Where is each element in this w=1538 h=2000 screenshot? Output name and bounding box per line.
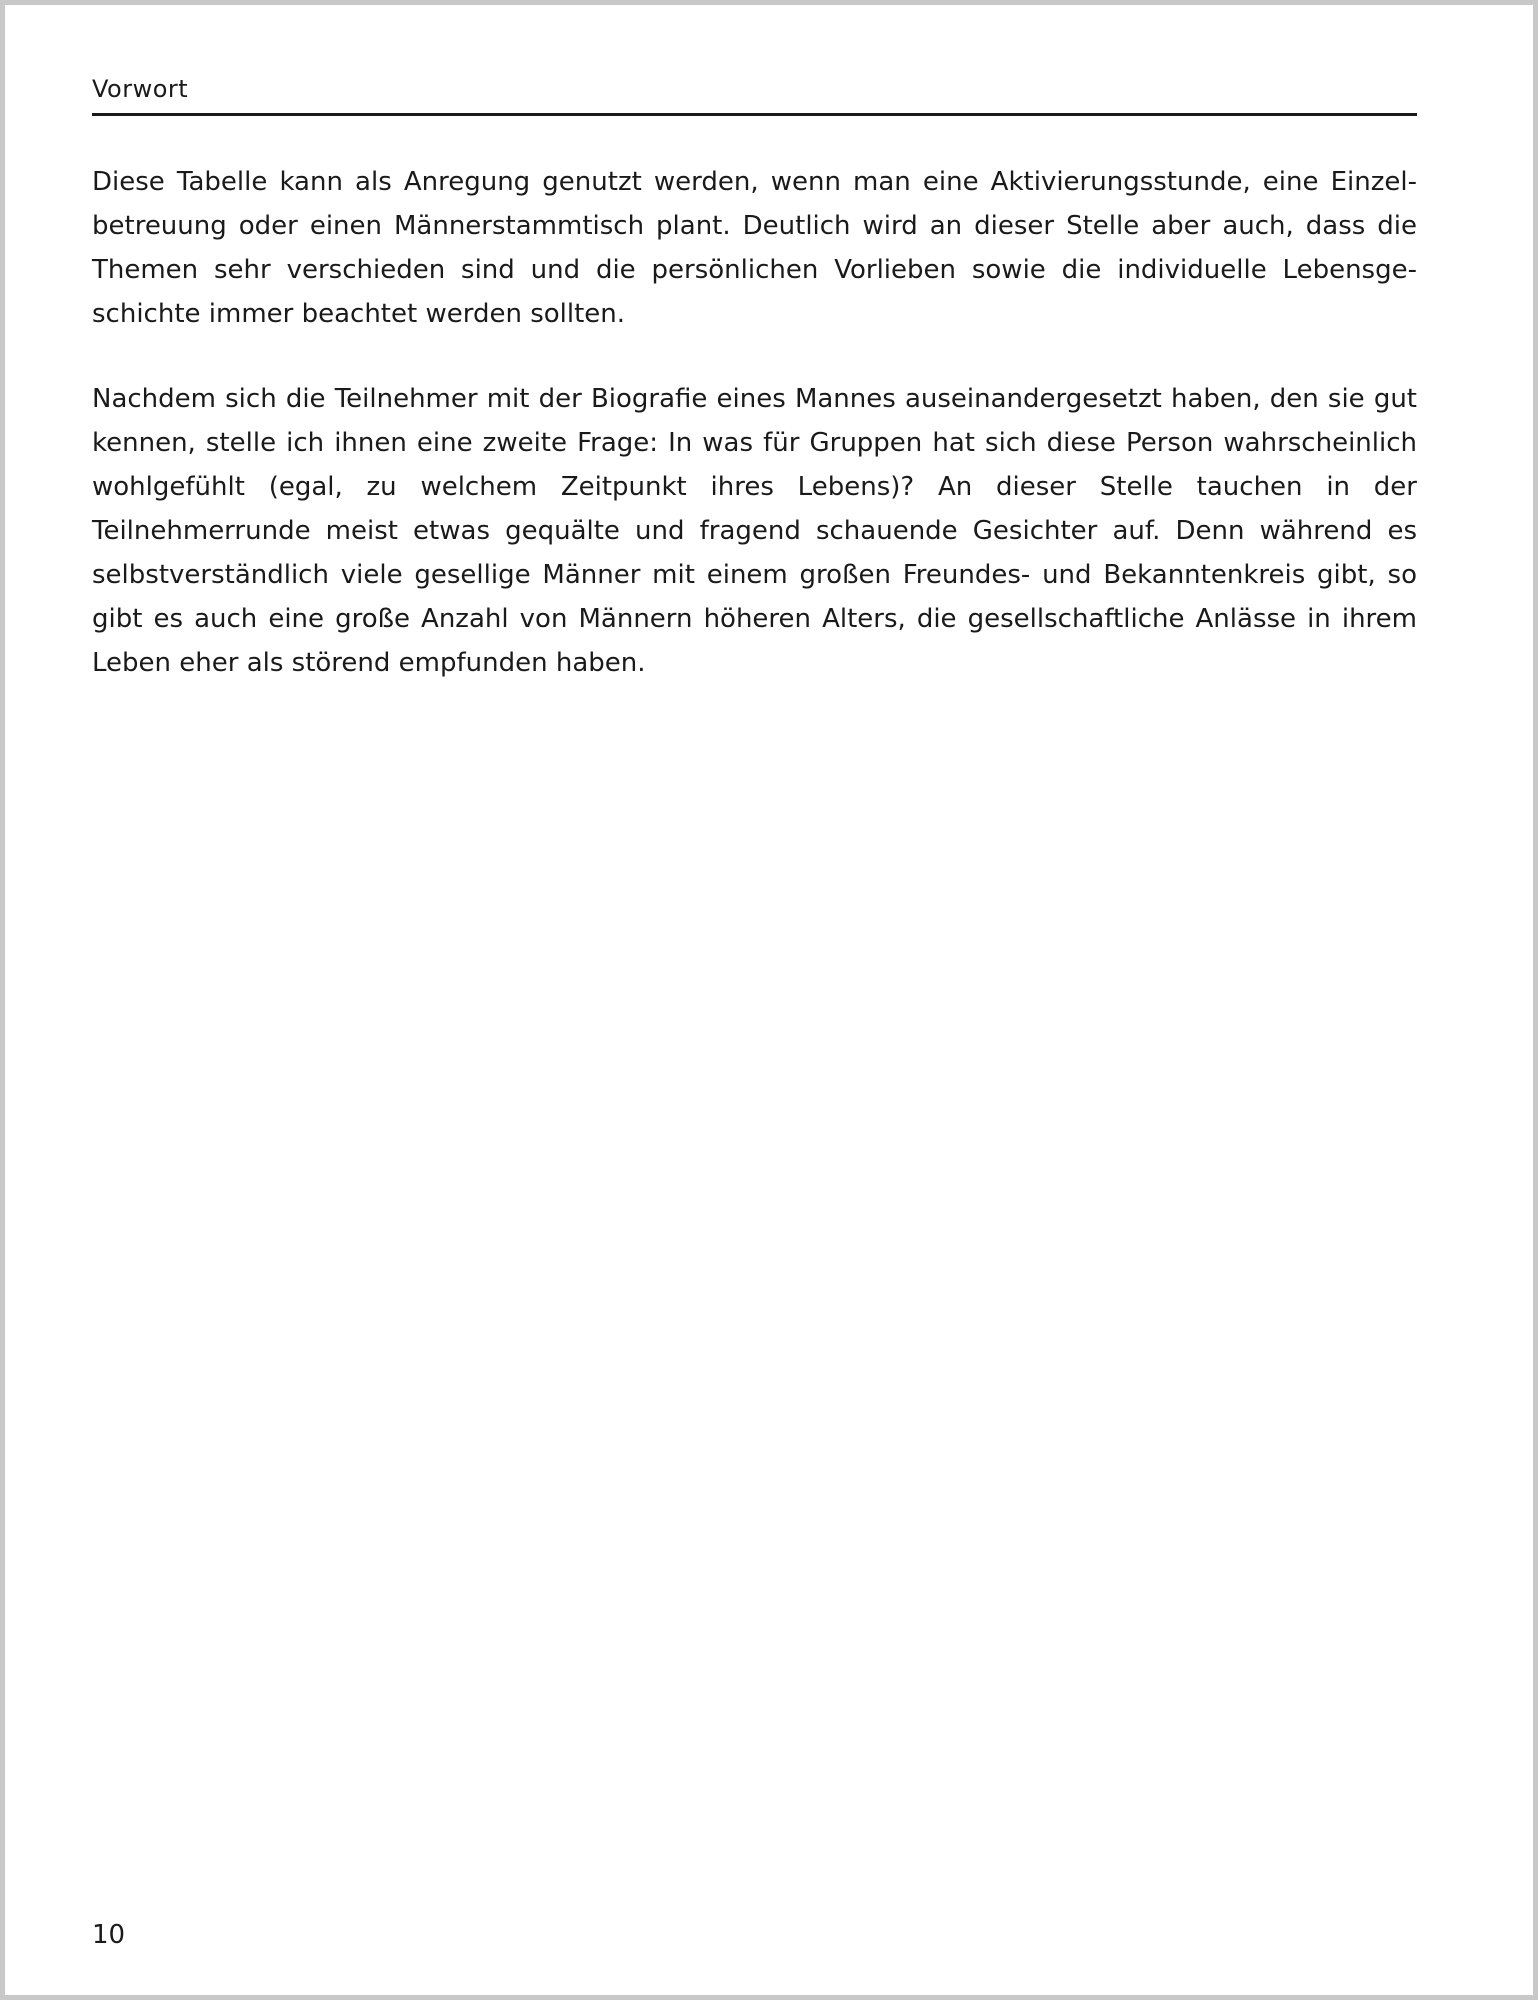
page-number: 10 bbox=[92, 1920, 126, 1950]
body-text bbox=[92, 160, 1417, 726]
paragraph-1: Diese Tabelle kann als Anregung genutzt werden, wenn man eine Aktivierungsstunde, eine Einzelbetreuung oder einen Männerstammtisch plant. Deutlich wird an dieser Stelle aber auch, dass die Themen sehr verschieden sind und die persönlichen Vorlieben sowie die individuelle Lebensgeschichte immer beachtet werden sollten. bbox=[92, 167, 1417, 329]
section-title: Vorwort bbox=[92, 75, 189, 103]
running-header bbox=[92, 72, 1417, 116]
paragraph-2: Nachdem sich die Teilnehmer mit der Biografie eines Mannes auseinandergesetzt haben, den sie gut kennen, stelle ich ihnen eine zweite Frage: In was für Gruppen hat sich diese Person wahrscheinlich wohlgefühlt (egal, zu welchem Zeitpunkt ihres Lebens)? An dieser Stelle tauchen in der Teilnehmerrunde meist etwas gequälte und fragend schauende Gesichter auf. Denn während es selbstverständlich viele gesellige Männer mit einem großen Freundes- und Bekanntenkreis gibt, so gibt es auch eine große Anzahl von Männern höheren Alters, die gesellschaftliche Anlässe in ihrem Leben eher als störend empfunden haben. bbox=[92, 384, 1417, 678]
